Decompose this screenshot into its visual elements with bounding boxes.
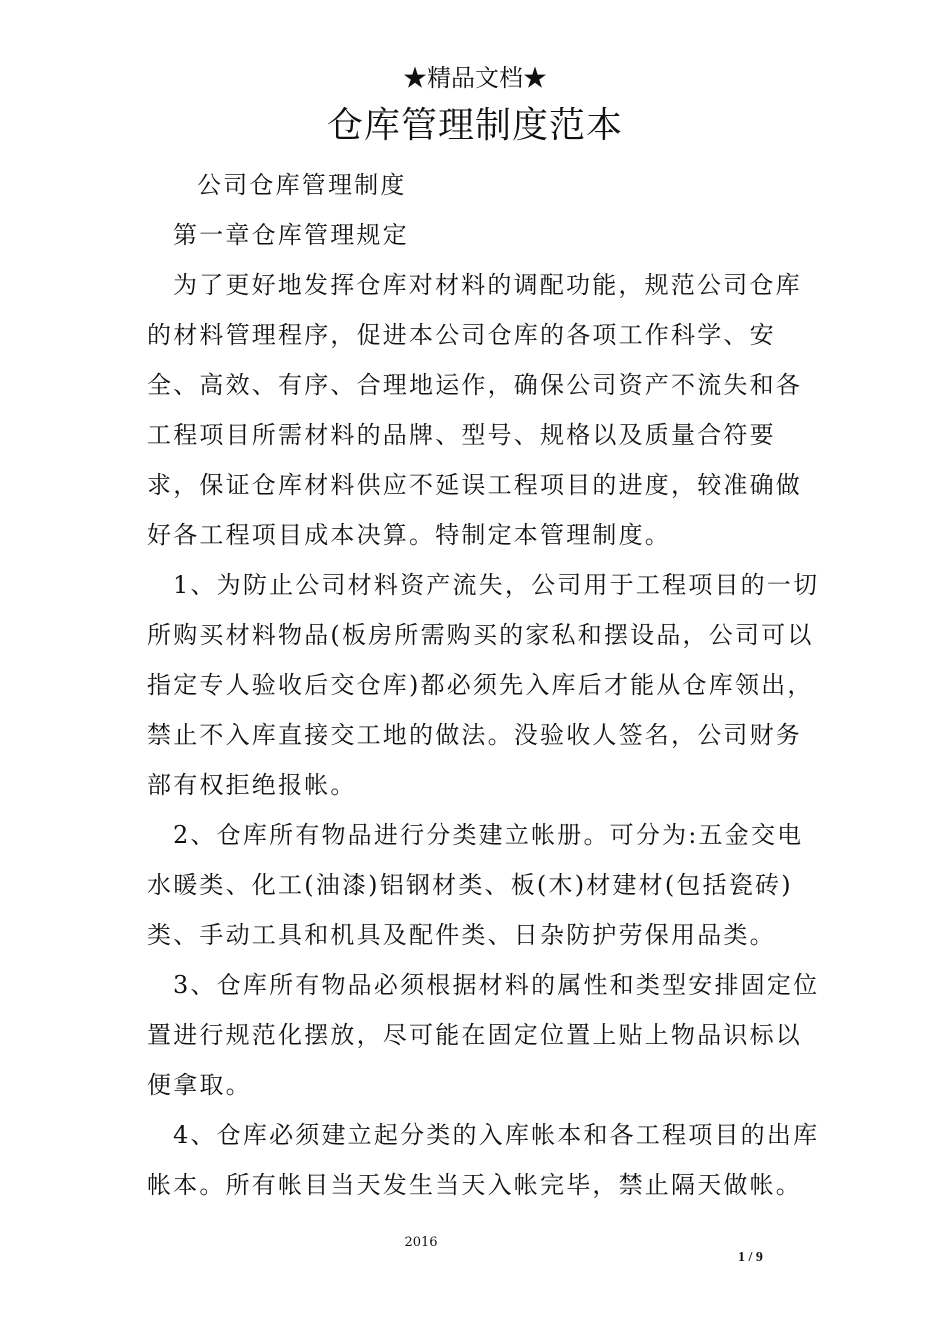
paragraph-item-1: 1、为防止公司材料资产流失，公司用于工程项目的一切所购买材料物品(板房所需购买的家私和摆设品，公司可以指定专人验收后交仓库)都必须先入库后才能从仓库领出，禁止不入库直接交工地的做法。没验收人签名，公司财务部有权拒绝报帐。 xyxy=(147,571,820,799)
paragraph-intro: 为了更好地发挥仓库对材料的调配功能，规范公司仓库的材料管理程序，促进本公司仓库的各项工作科学、安全、高效、有序、合理地运作，确保公司资产不流失和各工程项目所需材料的品牌、型号、规格以及质量合符要求，保证仓库材料供应不延误工程项目的进度，较准确做好各工程项目成本决算。特制定本管理制度。 xyxy=(147,271,802,549)
paragraph-item-4: 4、仓库必须建立起分类的入库帐本和各工程项目的出库帐本。所有帐目当天发生当天入帐完毕，禁止隔天做帐。 xyxy=(147,1121,820,1199)
footer-year: 2016 xyxy=(404,1235,438,1250)
paragraph-item-3: 3、仓库所有物品必须根据材料的属性和类型安排固定位置进行规范化摆放，尽可能在固定位置上贴上物品识标以便拿取。 xyxy=(147,971,820,1099)
document-body xyxy=(147,160,823,1210)
paragraph-subtitle: 公司仓库管理制度 xyxy=(197,171,407,199)
page-number: 1 / 9 xyxy=(738,1250,763,1265)
paragraph-item-2: 2、仓库所有物品进行分类建立帐册。可分为:五金交电水暖类、化工(油漆)铝钢材类、板(木)材建材(包括瓷砖)类、手动工具和机具及配件类、日杂防护劳保用品类。 xyxy=(147,821,804,949)
header-banner: ★精品文档★ xyxy=(403,64,547,92)
document-title: 仓库管理制度范本 xyxy=(326,105,623,146)
paragraph-chapter-heading: 第一章仓库管理规定 xyxy=(173,221,409,249)
